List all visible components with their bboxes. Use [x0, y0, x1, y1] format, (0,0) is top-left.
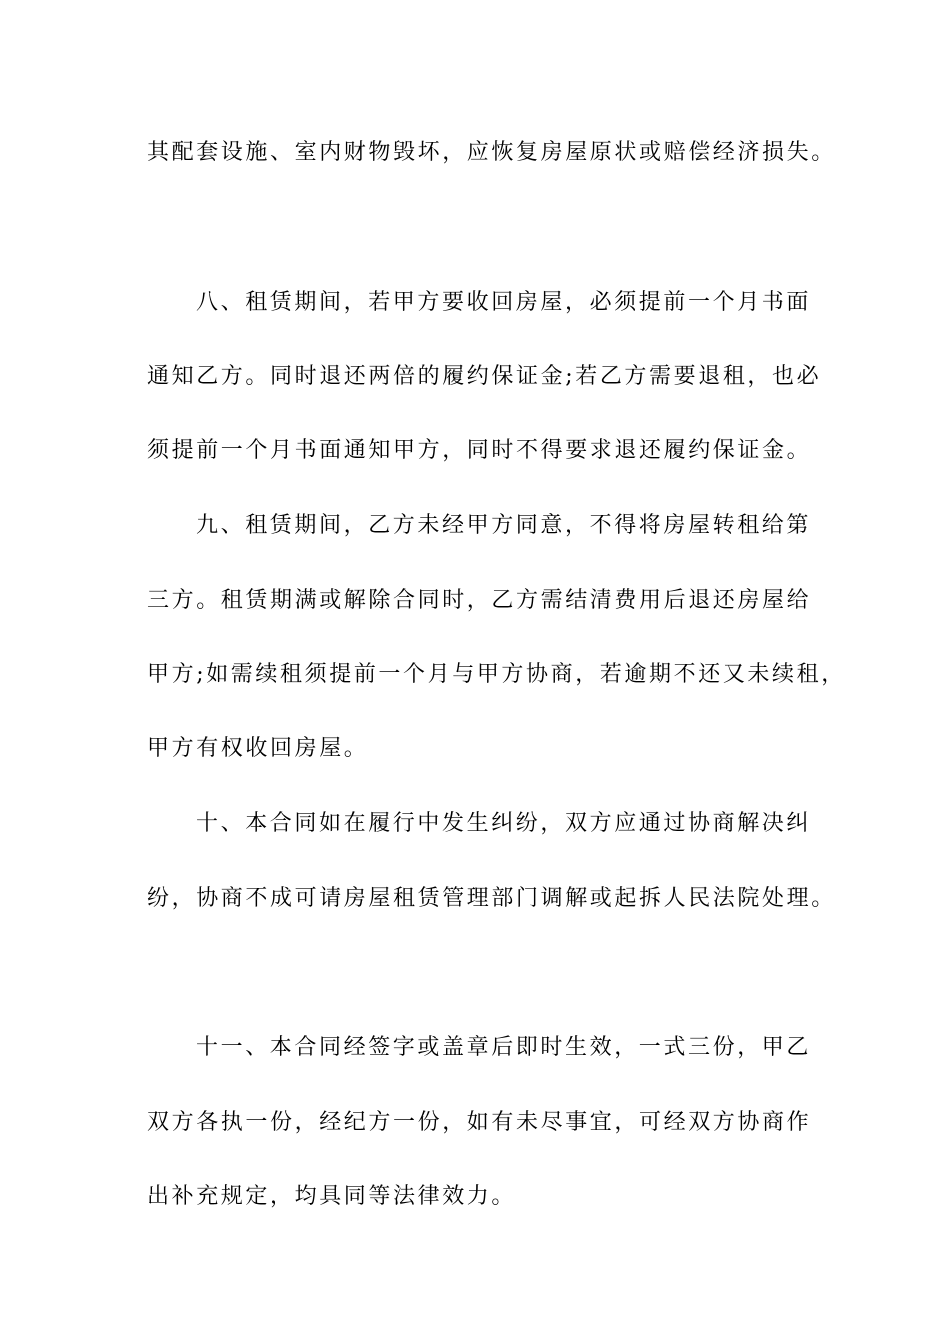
clause-11-line: 出补充规定，均具同等法律效力。	[147, 1184, 517, 1209]
clause-11-line: 十一、本合同经签字或盖章后即时生效，一式三份，甲乙	[196, 1035, 812, 1060]
clause-8-line: 须提前一个月书面通知甲方，同时不得要求退还履约保证金。	[147, 438, 812, 463]
clause-10-line: 纷，协商不成可请房屋租赁管理部门调解或起拆人民法院处理。	[147, 886, 836, 911]
clause-9-line: 甲方有权收回房屋。	[147, 736, 369, 761]
clause-9-line: 三方。租赁期满或解除合同时，乙方需结清费用后退还房屋给	[147, 588, 812, 613]
clause-8-line: 通知乙方。同时退还两倍的履约保证金;若乙方需要退租，也必	[147, 364, 822, 389]
clause-10-line: 十、本合同如在履行中发生纠纷，双方应通过协商解决纠	[196, 811, 812, 836]
text-line: 其配套设施、室内财物毁坏，应恢复房屋原状或赔偿经济损失。	[147, 140, 836, 165]
clause-11-line: 双方各执一份，经纪方一份，如有未尽事宜，可经双方协商作	[147, 1110, 812, 1135]
clause-8-line: 八、租赁期间，若甲方要收回房屋，必须提前一个月书面	[196, 290, 812, 315]
clause-9-line: 甲方;如需续租须提前一个月与甲方协商，若逾期不还又未续租，	[147, 662, 846, 687]
clause-9-line: 九、租赁期间，乙方未经甲方同意，不得将房屋转租给第	[196, 513, 812, 538]
